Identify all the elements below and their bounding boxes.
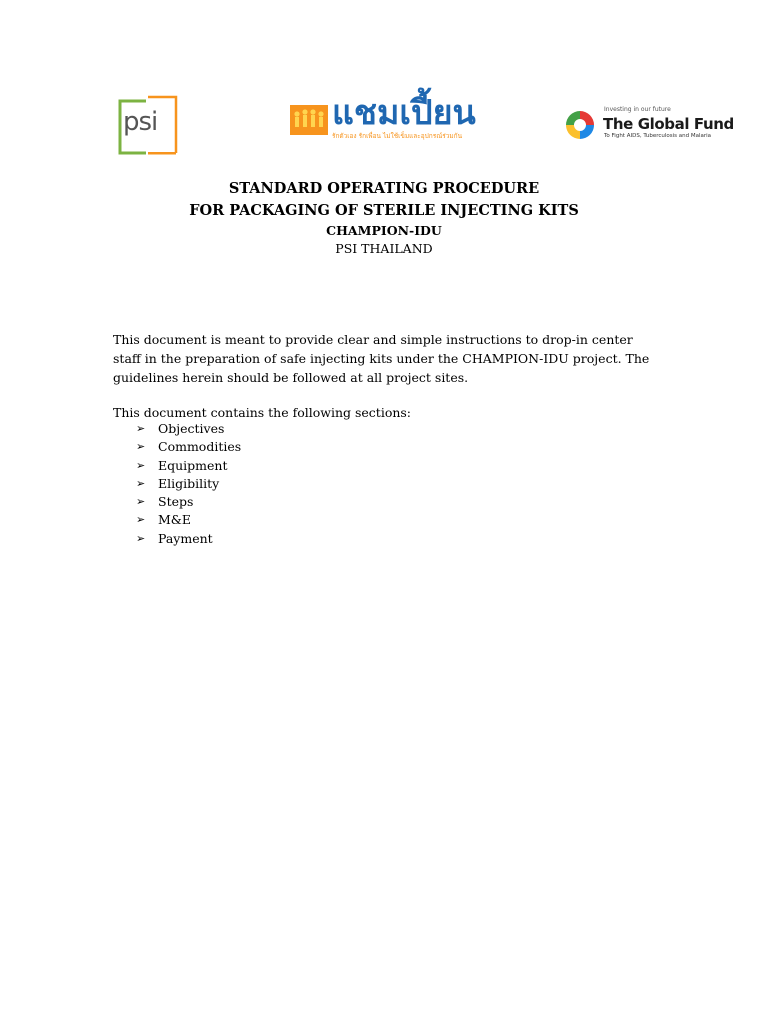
section-label: Equipment [158,457,228,473]
psi-logo-text: psi [123,107,158,137]
section-label: Eligibility [158,475,220,491]
global-fund-tagline: To Fight AIDS, Tuberculosis and Malaria [604,133,712,139]
champion-people-icon [290,105,328,135]
intro-paragraph: This document is meant to provide clear and simple instructions to drop-in center staff in the preparation of safe injecting kits under the CHAMPION-IDU project. The guidelines herein should be followed at all project sites. [113,332,650,385]
arrow-right-icon: ➢ [136,513,146,527]
list-item [136,475,241,493]
arrow-right-icon: ➢ [136,458,146,472]
psi-logo [114,95,178,155]
list-item [136,530,241,548]
sections-heading: This document contains the following sections: [113,405,412,420]
champion-logo-text: แชมเปี้ยน [332,93,476,133]
arrow-right-icon: ➢ [136,531,146,545]
document-title-block [0,178,768,258]
arrow-right-icon: ➢ [136,476,146,490]
arrow-right-icon: ➢ [136,422,146,435]
section-list [136,420,241,548]
global-fund-logo [562,105,732,145]
section-label: Payment [158,530,213,546]
list-item [136,420,241,438]
header-logos [0,0,768,170]
global-fund-small-text: Investing in our future [604,106,671,113]
organization-name: PSI THAILAND [335,241,433,256]
champion-logo [290,95,505,145]
title-line-1: STANDARD OPERATING PROCEDURE [228,180,540,197]
section-label: Steps [158,494,194,510]
champion-logo-tagline: รักตัวเอง รักเพื่อน ไม่ใช้เข็มและอุปกรณ์ร่วมกัน [332,132,463,140]
arrow-right-icon: ➢ [136,495,146,509]
title-line-2: FOR PACKAGING OF STERILE INJECTING KITS [189,202,579,219]
project-name: CHAMPION-IDU [326,223,442,238]
section-label: Commodities [158,439,242,455]
section-label: M&E [158,512,192,528]
arrow-right-icon: ➢ [136,440,146,454]
global-fund-swirl-icon [562,107,598,143]
list-item [136,493,241,511]
list-item [136,438,241,456]
section-label: Objectives [158,421,225,436]
list-item [136,457,241,475]
global-fund-name: The Global Fund [603,115,734,133]
list-item [136,511,241,529]
